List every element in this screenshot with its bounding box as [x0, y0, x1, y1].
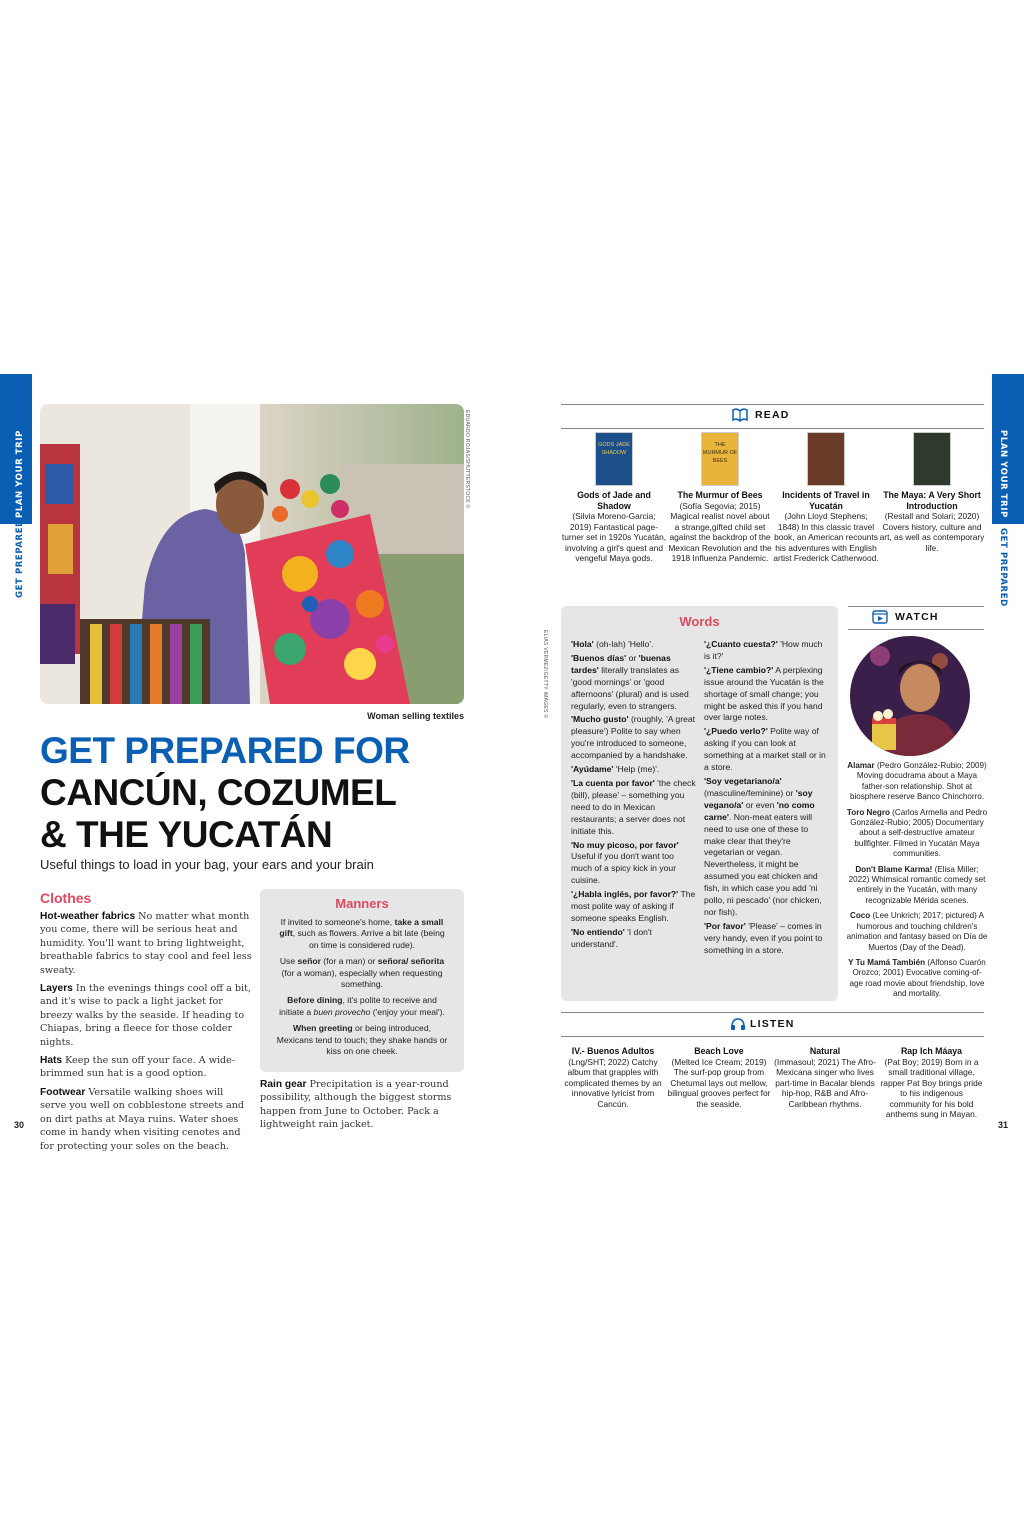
- clothes-item: Hats Keep the sun off your face. A wide-brimmed sun hat is a good option.: [40, 1055, 236, 1080]
- watch-header: [872, 610, 972, 626]
- book-cover: THE MURMUR OF BEES: [701, 432, 739, 486]
- book-item: THE MURMUR OF BEES The Murmur of Bees (Sofía Segovia; 2015) Magical realist novel about a strange,gifted child set against the backdrop of the Mexican Revolution and the 1918 Influenza Pandemic.: [667, 432, 773, 564]
- phrase-item: '¿Puedo verlo?' Polite way of asking if you can look at something at a market stall or in a store.: [704, 726, 826, 773]
- watch-heading: WATCH: [895, 611, 939, 623]
- manners-item: Before dining, it's polite to receive and initiate a buen provecho ('enjoy your meal').: [279, 995, 445, 1017]
- read-rule: [561, 428, 984, 429]
- book-cover: [913, 432, 951, 486]
- phrase-item: 'Mucho gusto' (roughly, 'A great pleasure') Polite to say when you're introduced to someone, accompanied by a handshake.: [571, 714, 696, 761]
- album-item: Natural (Immasoul; 2021) The Afro-Mexicana singer who lives part-time in Bacalar blends hip-hop, R&B and Afro-Caribbean rhythms.: [774, 1046, 876, 1109]
- film-item: Don't Blame Karma! (Elisa Miller; 2022) Whimsical romantic comedy set entirely in the Yucatán, with many recognizable Mérida scenes.: [848, 864, 986, 905]
- words-box: [561, 606, 838, 1001]
- film-item: Toro Negro (Carlos Armella and Pedro González-Rubio; 2005) Documentary about a self-destructive amateur bullfighter. Filmed in Yucatán Maya communities.: [846, 807, 988, 859]
- page-number-right: 31: [998, 1120, 1009, 1130]
- phrase-item: 'Hola' (oh-lah) 'Hello'.: [571, 639, 654, 649]
- book-item: GODS JADE SHADOW Gods of Jade and Shadow (Silvia Moreno-Garcia; 2019) Fantastical page-turner set in 1920s Yucatán, involving a girl's quest and vengeful Maya gods.: [561, 432, 667, 564]
- words-heading: Words: [679, 614, 720, 629]
- read-rule: [561, 404, 984, 405]
- clothes-item: Footwear Versatile walking shoes will serve you well on cobblestone streets and on dirt paths at Maya ruins. Water shoes come in handy when visiting cenotes and for protecting your soles on the beach.: [40, 1086, 245, 1152]
- textile-seller-photo: [40, 404, 464, 704]
- page-number-left: 30: [14, 1120, 25, 1130]
- watch-rule: [848, 629, 984, 630]
- read-books: [561, 432, 984, 592]
- manners-item: If invited to someone's home, take a small gift, such as flowers. Arrive a bit late (being on time is considered rude).: [279, 917, 445, 950]
- album-item: IV.- Buenos Adultos (Lng/SHT; 2022) Catchy album that grapples with complicated themes by an innovative lyricist from Cancún.: [564, 1046, 662, 1109]
- side-tab-left-section: GET PREPARED: [15, 519, 25, 598]
- page-title-line3: & THE YUCATÁN: [40, 814, 333, 855]
- photo-credit: EDUARDO ROJAS/SHUTTERSTOCK ©: [464, 410, 470, 509]
- read-heading: READ: [755, 409, 790, 421]
- listen-heading: LISTEN: [750, 1018, 795, 1030]
- page-title-line2: CANCÚN, COZUMEL: [40, 772, 397, 813]
- clothes-item: Hot-weather fabrics No matter what month you come, there will be serious heat and humidity. You'll want to bring lightweight, breathable fabrics to stay cool and feel less sweaty.: [40, 911, 252, 976]
- photo-caption: Woman selling textiles: [367, 711, 464, 721]
- coco-still-photo: [850, 636, 970, 756]
- side-tab-right-section: GET PREPARED: [998, 528, 1008, 607]
- book-cover: GODS JADE SHADOW: [595, 432, 633, 486]
- phrase-item: 'No entiendo' 'I don't understand'.: [571, 926, 652, 949]
- page-title-line1: GET PREPARED FOR: [40, 730, 410, 771]
- read-header: [732, 408, 822, 424]
- film-item: Alamar (Pedro González-Rubio; 2009) Moving docudrama about a Maya father-son relationship. Shot at biosphere reserve Banco Chinchorro.: [847, 761, 987, 802]
- phrase-item: 'Soy vegetariano/a' (masculine/feminine) or 'soy vegano/a' or even 'no como carne'. Non-meat eaters will need to use one of these to make clear that they're vegetarian or vegan. Nevertheless, it might be assumed you eat chicken and fish, in which case you add 'ni pollo, ni pescado' (nor chicken, nor fish).: [704, 775, 822, 917]
- words-col-right: [704, 639, 828, 959]
- manners-heading: Manners: [335, 896, 389, 911]
- film-item: Coco (Lee Unkrich; 2017; pictured) A humorous and touching children's animation and fantasy based on Día de Muertos (Day of the Dead).: [846, 911, 988, 952]
- words-photo-credit: ELIAS VERMEZ/GETTY IMAGES ©: [542, 630, 548, 719]
- phrase-item: 'Buenos días' or 'buenas tardes' literally translates as 'good mornings' or 'good afternoons' (plural) and is used regularly, even to strangers.: [571, 652, 689, 711]
- clothes-item: Layers In the evenings things cool off a bit, and it's wise to pack a light jacket for breezy walks by the seaside. If heading to Chiapas, bring a fleece for those colder nights.: [40, 983, 251, 1048]
- phrase-item: 'Ayúdame' 'Help (me)'.: [571, 764, 660, 775]
- manners-item: Use señor (for a man) or señora/ señorita (for a woman), especially when requesting something.: [279, 956, 445, 990]
- listen-list: [561, 1046, 984, 1126]
- phrase-item: 'No muy picoso, por favor' Useful if you don't want too much of a spicy kick in your cuisine.: [571, 839, 679, 886]
- rain-gear: Rain gear Precipitation is a year-round possibility, although the biggest storms happen from June to October. Pack a lightweight rain jacket.: [260, 1079, 452, 1131]
- phrase-item: '¿Cuanto cuesta?' 'How much is it?': [704, 639, 823, 661]
- clothes-list: [40, 910, 252, 1158]
- album-item: Rap Ich Máaya (Pat Boy; 2019) Born in a small traditional village, rapper Pat Boy brings pride to his indigenous community for his bold anthems sung in Mayan.: [880, 1046, 983, 1120]
- album-item: Beach Love (Melted Ice Cream; 2019) The surf-pop group from Chetumal lays out mellow, bilingual grooves perfect for the seaside.: [667, 1046, 771, 1109]
- video-icon: [872, 610, 888, 629]
- listen-rule: [561, 1012, 984, 1013]
- book-cover: [807, 432, 845, 486]
- book-item: Incidents of Travel in Yucatán (John Lloyd Stephens; 1848) In this classic travel book, an American recounts his adventures with English artist Frederick Catherwood.: [773, 432, 879, 564]
- watch-rule: [848, 606, 984, 607]
- manners-item: When greeting or being introduced, Mexicans tend to touch; they shake hands or kiss on one cheek.: [276, 1023, 448, 1057]
- side-tab-right-label: PLAN YOUR TRIP: [998, 430, 1008, 518]
- listen-rule: [561, 1036, 984, 1037]
- phrase-item: '¿Habla inglés, por favor?' The most polite way of asking if someone speaks English.: [571, 889, 696, 923]
- phrase-item: 'Por favor' 'Please' – comes in very handy, even if you point to something in a store.: [704, 920, 823, 955]
- film-item: Y Tu Mamá También (Alfonso Cuarón Orozco; 2001) Evocative coming-of-age road movie about friendship, love and mortality.: [848, 957, 986, 999]
- side-tab-left-label: PLAN YOUR TRIP: [15, 430, 25, 518]
- page-subtitle: Useful things to load in your bag, your ears and your brain: [40, 857, 374, 872]
- clothes-heading: Clothes: [40, 890, 92, 906]
- watch-list: [846, 761, 988, 1005]
- phrase-item: '¿Tiene cambio?' A perplexing issue around the Yucatán is the shortage of small change; you might be asked this if you hand over large notes.: [704, 664, 824, 723]
- headphones-icon: [730, 1017, 746, 1036]
- words-col-left: [571, 639, 697, 953]
- side-tab-right: [992, 374, 1024, 524]
- phrase-item: 'La cuenta por favor' 'the check (bill), please' – something you need to do in Mexican restaurants; a server does not initiate this.: [571, 777, 696, 836]
- manners-box: [260, 889, 464, 1072]
- listen-header: [730, 1017, 830, 1033]
- book-icon: [732, 408, 748, 427]
- book-item: The Maya: A Very Short Introduction (Restall and Solari; 2020) Covers history, culture and art, as well as contemporary life.: [879, 432, 985, 553]
